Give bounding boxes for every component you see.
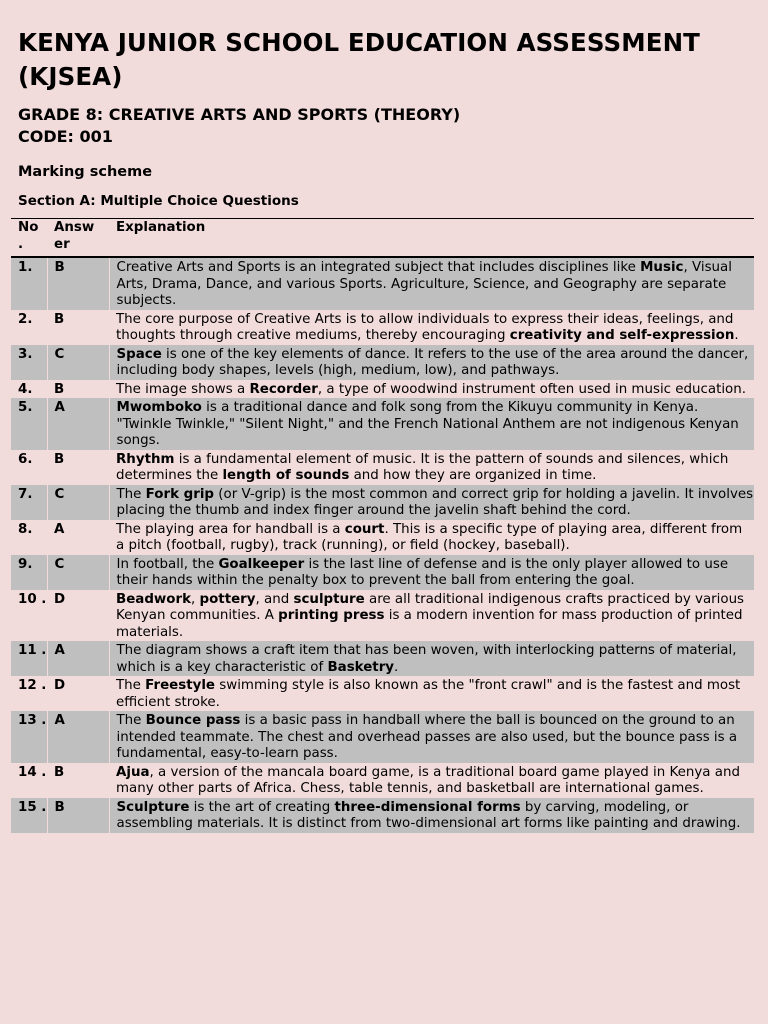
answer-letter: A (47, 711, 109, 763)
explanation-text: The (116, 713, 146, 728)
question-number: 7. (11, 485, 47, 520)
answer-explanation (109, 763, 754, 798)
question-number: 8. (18, 521, 33, 537)
explanation-keyword: printing press (278, 608, 385, 623)
answer-letter: C (47, 485, 109, 520)
answer-explanation (109, 380, 754, 399)
explanation-text: . (734, 328, 739, 343)
question-number: 3. (11, 345, 47, 380)
explanation-text: . (394, 659, 399, 675)
answer-letter: C (47, 345, 109, 380)
explanation-keyword: creativity and self-expression (509, 328, 735, 343)
explanation-text: , (191, 591, 200, 607)
explanation-keyword: Space (116, 346, 162, 362)
explanation-keyword: Bounce pass (145, 713, 241, 728)
question-number: 2. (18, 311, 33, 327)
explanation-keyword: Freestyle (145, 678, 216, 693)
explanation-keyword: Recorder (249, 381, 318, 397)
answer-explanation (109, 310, 754, 345)
explanation-text: is a traditional dance and folk song from the Kikuyu community in Kenya. "Twinkle Twinkle," "Silent Night," and the French National Anthem are not indigenous Kenyan songs. (116, 400, 739, 448)
question-number: 12 . (18, 678, 47, 693)
header-explanation: Explanation (109, 219, 754, 258)
question-number: 11 . (11, 641, 47, 676)
table-row (11, 520, 754, 555)
answer-explanation (109, 398, 754, 450)
header-answer: Answ er (47, 219, 109, 258)
explanation-text: Creative Arts and Sports is an integrated subject that includes disciplines like (116, 260, 641, 275)
table-row (11, 798, 754, 833)
explanation-text: The (116, 678, 146, 693)
explanation-text: In football, the (116, 556, 219, 572)
table-row (11, 676, 754, 711)
explanation-text: (or V-grip) is the most common and correct grip for holding a javelin. It involves placing the thumb and index finger around the javelin shaft behind the cord. (116, 486, 754, 518)
answer-letter: A (54, 521, 65, 537)
explanation-text: , a version of the mancala board game, is a traditional board game played in Kenya and many other parts of Africa. Chess, table tennis, and basketball are international games. (116, 764, 740, 796)
explanation-text: is the art of creating (189, 799, 335, 815)
question-number: 1. (11, 257, 47, 310)
exam-subtitle: GRADE 8: CREATIVE ARTS AND SPORTS (THEORY) (18, 105, 461, 124)
explanation-text: , a type of woodwind instrument often used in music education. (317, 381, 746, 397)
answer-explanation (109, 520, 754, 555)
explanation-keyword: length of sounds (222, 468, 350, 483)
explanation-keyword: Basketry (327, 659, 395, 675)
answer-letter: B (47, 798, 109, 833)
question-number: 13 . (11, 711, 47, 763)
answer-explanation (109, 711, 754, 763)
explanation-text: are all traditional indigenous crafts practiced by various Kenyan communities. A (116, 591, 745, 623)
table-row (11, 345, 754, 380)
explanation-text: . This is a specific type of playing area, different from a pitch (football, rugby), track (running), or field (hockey, baseball). (116, 521, 743, 553)
answer-letter: A (47, 398, 109, 450)
explanation-text: by carving, modeling, or assembling materials. It is distinct from two-dimensional art forms like painting and drawing. (116, 799, 741, 831)
explanation-text: is one of the key elements of dance. It refers to the use of the area around the dancer, including body shapes, levels (high, medium, low), and pathways. (116, 346, 749, 378)
answer-table-header (11, 219, 754, 258)
answer-explanation (109, 450, 754, 485)
header-row (11, 219, 754, 258)
question-number: 6. (18, 451, 33, 467)
answer-letter: D (54, 591, 66, 607)
answer-letter: D (54, 678, 66, 693)
marking-scheme-heading: Marking scheme (18, 164, 153, 180)
explanation-text: is a fundamental element of music. It is the pattern of sounds and silences, which determines the (116, 451, 729, 483)
answer-letter: C (47, 555, 109, 590)
table-row (11, 763, 754, 798)
table-row (11, 450, 754, 485)
table-row (11, 485, 754, 520)
question-number: 15 . (11, 798, 47, 833)
page-title: KENYA JUNIOR SCHOOL EDUCATION ASSESSMENT (KJSEA) (18, 28, 700, 91)
table-row (11, 590, 754, 642)
explanation-keyword: Goalkeeper (218, 556, 305, 572)
answer-table (11, 218, 754, 833)
answer-explanation (109, 641, 754, 676)
explanation-keyword: Music (640, 260, 684, 275)
answer-explanation (109, 555, 754, 590)
answer-explanation (109, 676, 754, 711)
table-row (11, 380, 754, 399)
explanation-keyword: Mwomboko (116, 400, 202, 415)
answer-explanation (109, 798, 754, 833)
table-row (11, 711, 754, 763)
explanation-keyword: Rhythm (116, 451, 175, 467)
explanation-text: is the last line of defense and is the only player allowed to use their hands within the penalty box to prevent the ball from entering the goal. (116, 556, 729, 588)
question-number: 4. (18, 381, 33, 397)
explanation-text: is a basic pass in handball where the ball is bounced on the ground to an intended teammate. The chest and overhead passes are also used, but the bounce pass is a fundamental, easy-to-learn pass. (116, 713, 738, 761)
explanation-text: The diagram shows a craft item that has been woven, with interlocking patterns of material, which is a key characteristic of (116, 643, 737, 675)
explanation-text: The (116, 486, 146, 502)
explanation-text: The playing area for handball is a (116, 521, 345, 537)
explanation-keyword: court (344, 521, 385, 537)
explanation-text: swimming style is also known as the "front crawl" and is the fastest and most efficient stroke. (116, 678, 741, 710)
answer-letter: B (54, 451, 65, 467)
explanation-keyword: Fork grip (145, 486, 215, 502)
explanation-text: is a modern invention for mass production of printed materials. (116, 608, 743, 640)
explanation-text: The image shows a (116, 381, 250, 397)
answer-explanation (109, 485, 754, 520)
question-number: 5. (11, 398, 47, 450)
answer-letter: B (54, 764, 65, 780)
question-number: 10 . (18, 591, 47, 607)
explanation-keyword: three-dimensional forms (334, 799, 521, 815)
exam-code: CODE: 001 (18, 127, 113, 146)
answer-explanation (109, 345, 754, 380)
question-number: 14 . (18, 764, 47, 780)
table-row (11, 398, 754, 450)
answer-letter: B (47, 257, 109, 310)
question-number: 9. (11, 555, 47, 590)
answer-letter: A (47, 641, 109, 676)
header-no: No . (11, 219, 47, 258)
answer-explanation (109, 257, 754, 310)
explanation-text: , and (255, 591, 294, 607)
answer-letter: B (54, 311, 65, 327)
table-row (11, 555, 754, 590)
explanation-keyword: sculpture (293, 591, 365, 607)
section-heading: Section A: Multiple Choice Questions (18, 193, 299, 209)
explanation-text: The core purpose of Creative Arts is to allow individuals to express their ideas, feelings, and thoughts through creative mediums, thereby encouraging (116, 311, 734, 343)
table-row (11, 310, 754, 345)
answer-explanation (109, 590, 754, 642)
explanation-keyword: pottery (199, 591, 256, 607)
explanation-text: and how they are organized in time. (349, 468, 597, 483)
table-row (11, 641, 754, 676)
answer-table-body (11, 257, 754, 833)
table-row (11, 257, 754, 310)
explanation-keyword: Beadwork (116, 591, 191, 607)
explanation-keyword: Sculpture (116, 799, 190, 815)
explanation-keyword: Ajua (116, 764, 150, 780)
answer-letter: B (54, 381, 65, 397)
explanation-text: , Visual Arts, Drama, Dance, and various Sports. Agriculture, Science, and Geography are separate subjects. (116, 260, 732, 308)
